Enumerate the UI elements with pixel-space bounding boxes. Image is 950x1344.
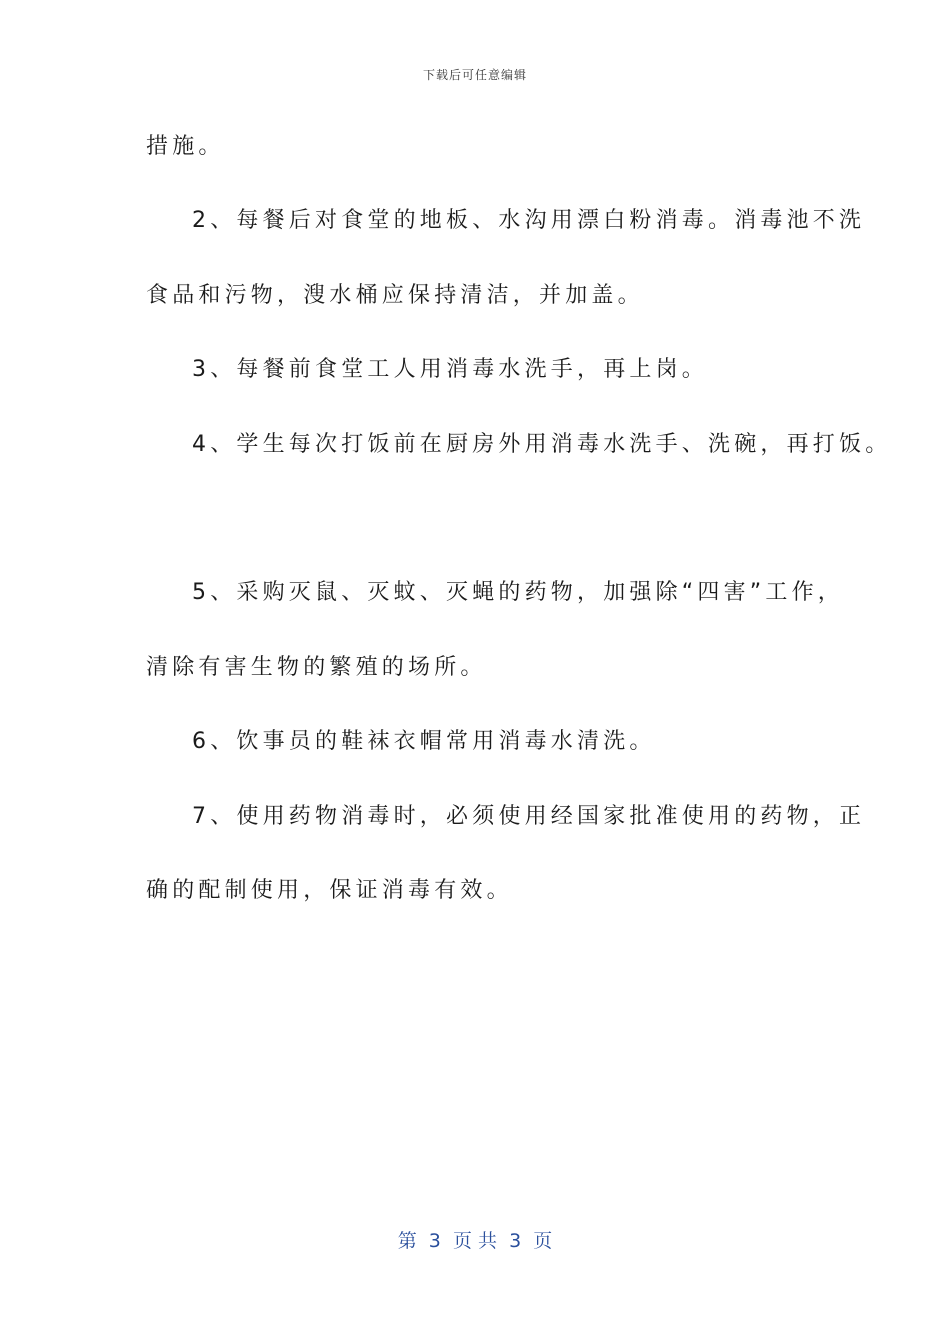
text-line: 措施。 [146, 134, 225, 159]
text-line: 7、使用药物消毒时，必须使用经国家批准使用的药物，正 [192, 804, 866, 829]
text-line: 3、每餐前食堂工人用消毒水洗手，再上岗。 [192, 357, 708, 382]
text-line: 2、每餐后对食堂的地板、水沟用漂白粉消毒。消毒池不洗 [192, 208, 866, 233]
page-footer: 第 3 页 共 3 页 [397, 1230, 553, 1252]
text-line: 食品和污物，溲水桶应保持清洁，并加盖。 [146, 283, 644, 308]
text-line: 4、学生每次打饭前在厨房外用消毒水洗手、洗碗，再打饭。 [192, 432, 892, 457]
text-line: 清除有害生物的繁殖的场所。 [146, 655, 487, 680]
text-line: 6、饮事员的鞋袜衣帽常用消毒水清洗。 [192, 729, 656, 754]
text-line: 确的配制使用，保证消毒有效。 [146, 878, 513, 903]
page-header: 下载后可任意编辑 [422, 68, 527, 82]
text-line: 5、采购灭鼠、灭蚊、灭蝇的药物，加强除“四害”工作， [192, 580, 844, 605]
